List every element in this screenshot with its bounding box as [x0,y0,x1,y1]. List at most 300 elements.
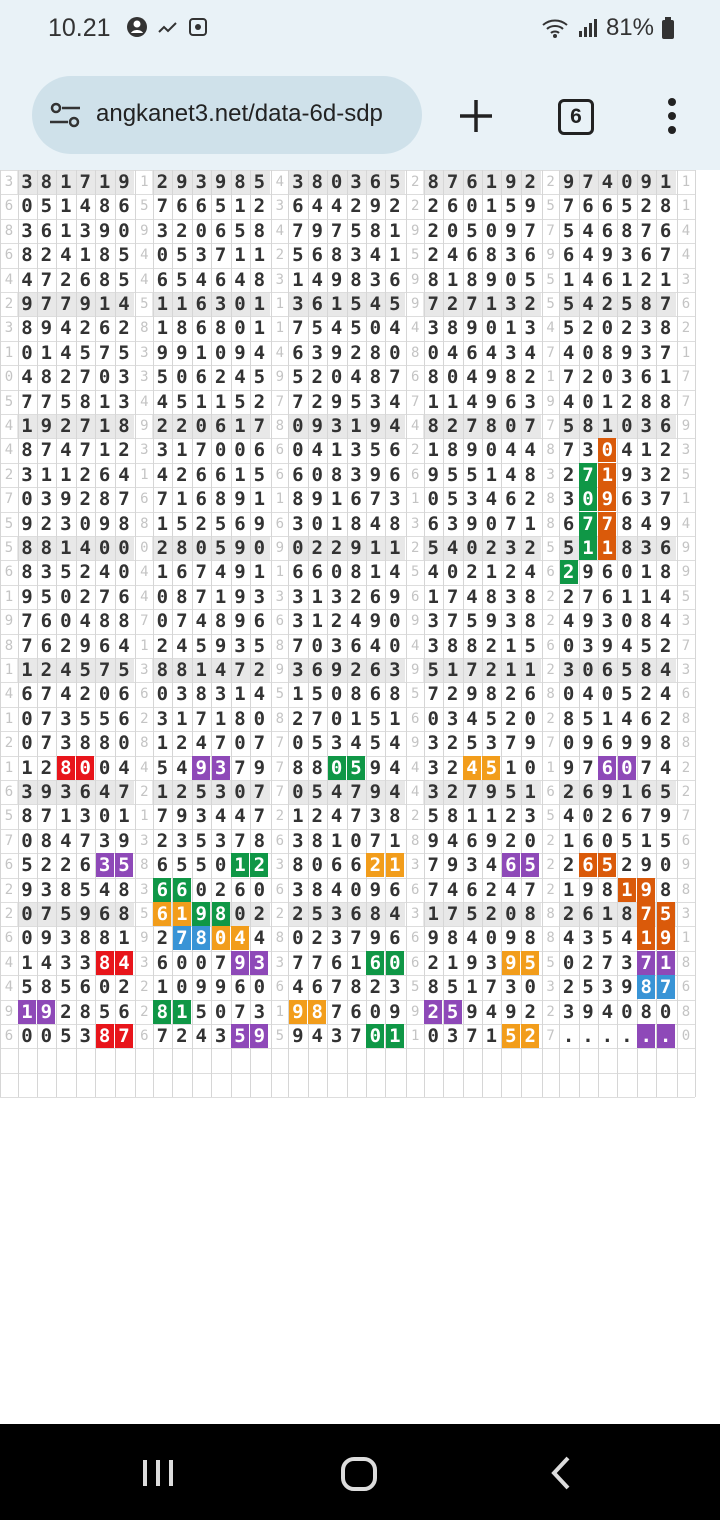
digit-cell: 3 [466,854,478,877]
digit-cell: 5 [350,219,362,242]
digit-cell: 0 [524,756,536,779]
digit-cell: 6 [195,488,207,511]
separator-digit: 5 [546,198,555,215]
digit-cell: 8 [601,878,614,901]
digit-cell: 5 [369,439,382,462]
digit-cell: 2 [485,878,498,901]
digit-cell: 7 [369,829,382,852]
page-content[interactable] [0,170,720,1424]
digit-cell: 5 [640,634,652,657]
digit-cell: 7 [234,1000,246,1023]
digit-cell: 0 [505,903,517,925]
digit-cell: 3 [389,976,401,999]
digit-cell: 5 [427,537,439,559]
digit-cell: 3 [292,829,304,852]
digit-cell: 6 [621,488,633,511]
digit-cell: 6 [640,707,652,730]
separator-digit: 8 [546,686,555,703]
separator-digit: 2 [681,320,691,337]
separator-digit: 5 [546,296,555,312]
digit-cell: 1 [640,585,652,608]
digit-cell: 2 [79,463,91,486]
digit-cell: 2 [524,488,536,511]
digit-cell: 8 [308,1000,326,1024]
digit-cell: 9 [524,732,536,755]
digit-cell: 5 [115,853,133,877]
separator-digit: 6 [275,979,285,996]
separator-digit: 2 [410,808,420,825]
digit-cell: 9 [601,634,614,657]
digit-cell: 2 [176,415,188,437]
digit-cell: 7 [98,659,111,681]
digit-cell: 5 [253,366,266,389]
digit-cell: 8 [98,195,111,218]
digit-cell: 0 [21,1025,33,1047]
digit-cell: 6 [234,512,246,535]
separator-digit: 8 [410,832,420,849]
digit-cell: 4 [389,561,401,584]
digit-cell: 4 [195,268,207,291]
digit-cell: 2 [40,244,53,267]
digit-cell: 9 [640,732,652,755]
digit-cell: 2 [446,732,459,755]
digit-cell: 8 [98,732,111,755]
new-tab-icon[interactable] [456,96,496,136]
digit-cell: 2 [505,707,517,730]
tab-switcher-button[interactable]: 6 [558,99,594,135]
digit-cell: 6 [562,512,575,535]
digit-cell: 9 [466,951,478,974]
digit-cell: 0 [311,512,323,535]
digit-cell: 7 [156,805,169,828]
digit-cell: 0 [427,488,439,511]
digit-cell: 1 [621,781,633,803]
separator-digit: 7 [546,735,555,752]
digit-cell: 6 [369,585,382,608]
digit-cell: 0 [562,683,575,706]
digit-cell: 3 [389,659,401,681]
digit-cell: 8 [79,927,91,950]
digit-cell: 8 [214,610,227,633]
digit-cell: 0 [176,976,188,999]
digit-cell: 0 [60,585,72,608]
separator-digit: 4 [140,393,149,410]
digit-cell: 4 [485,341,498,364]
digit-cell: 3 [524,317,536,340]
digit-cell: . [637,1024,655,1048]
separator-digit: 5 [4,515,14,532]
digit-cell: 0 [234,781,246,803]
digit-cell: 6 [366,951,384,975]
separator-digit: 3 [681,906,691,922]
home-icon[interactable] [340,1456,378,1492]
separator-digit: 1 [140,466,149,483]
digit-cell: 6 [640,366,652,389]
separator-digit: 5 [546,540,555,556]
digit-cell: 4 [311,268,323,291]
digit-cell: 4 [195,610,207,633]
digit-cell: 4 [118,293,130,315]
digit-cell: 9 [657,926,675,950]
separator-digit: 2 [546,613,555,630]
digit-cell: 0 [582,805,594,828]
digit-cell: 9 [330,268,343,291]
digit-cell: 0 [118,537,130,559]
digit-cell: 7 [598,512,616,536]
digit-cell: 7 [195,561,207,584]
digit-cell: 9 [485,268,498,291]
digit-cell: 8 [369,341,382,364]
digit-cell: 0 [21,927,33,950]
digit-cell: 3 [292,878,304,901]
digit-cell: 2 [60,268,72,291]
digit-cell: 6 [350,854,362,877]
separator-digit: 6 [4,857,14,874]
separator-digit: 3 [140,881,149,898]
separator-digit: 2 [410,540,420,556]
digit-cell: 2 [79,317,91,340]
digit-cell: 6 [311,293,323,315]
digit-cell: 8 [311,878,323,901]
separator-digit: 8 [275,637,285,654]
separator-digit: 1 [4,710,14,727]
separator-digit: 1 [546,369,555,386]
digit-cell: 7 [40,732,53,755]
digit-cell: 8 [369,366,382,389]
digit-cell: 0 [485,512,498,535]
digit-cell: 3 [640,317,652,340]
digit-cell: 5 [118,268,130,291]
separator-digit: 1 [275,1003,285,1020]
digit-cell: 7 [389,366,401,389]
separator-digit: 7 [4,491,14,508]
screen-record-icon [188,16,208,38]
separator-digit: 4 [4,979,14,996]
separator-digit: 2 [4,466,14,483]
digit-cell: 9 [234,610,246,633]
digit-cell: 6 [176,561,188,584]
digit-cell: 9 [192,756,210,780]
clock: 10.21 [48,14,111,42]
digit-cell: 1 [485,195,498,218]
digit-cell: 3 [330,1025,343,1047]
digit-cell: 0 [446,561,459,584]
digit-cell: 5 [311,317,323,340]
digit-cell: 7 [156,195,169,218]
digit-cell: 4 [330,878,343,901]
digit-cell: 3 [466,488,478,511]
digit-cell: 4 [234,366,246,389]
digit-cell: 4 [330,781,343,803]
separator-digit: 6 [4,1028,14,1044]
digit-cell: 0 [76,756,94,780]
digit-cell: 3 [621,951,633,974]
digit-cell: 5 [79,707,91,730]
digit-cell: 0 [195,537,207,559]
digit-cell: 4 [330,317,343,340]
digit-cell: 7 [637,902,655,926]
navigation-bar [0,1424,720,1520]
separator-digit: 0 [140,540,149,556]
digit-cell: 6 [582,903,594,925]
digit-cell: 7 [40,805,53,828]
digit-cell: 5 [231,1024,249,1048]
url-text[interactable]: angkanet3.net/data-6d-sdp [96,100,383,127]
digit-cell: 1 [485,463,498,486]
digit-cell: 5 [253,634,266,657]
digit-cell: 0 [446,219,459,242]
digit-cell: 0 [98,366,111,389]
separator-digit: 2 [140,979,149,996]
back-icon[interactable] [546,1454,576,1492]
digit-cell: 3 [250,951,268,975]
separator-digit: 2 [140,710,149,727]
separator-digit: 1 [681,174,691,190]
digit-cell: 6 [253,610,266,633]
digit-cell: 1 [118,927,130,950]
digit-cell: 6 [582,195,594,218]
digit-cell: 1 [253,293,266,315]
separator-digit: 6 [275,832,285,849]
digit-cell: 5 [195,854,207,877]
separator-digit: 2 [546,1003,555,1020]
digit-cell: 3 [621,366,633,389]
digit-cell: 7 [330,1000,343,1023]
separator-digit: 3 [140,442,149,459]
digit-cell: 2 [292,903,304,925]
digit-cell: 2 [427,219,439,242]
digit-cell: 8 [98,268,111,291]
digit-cell: 0 [79,512,91,535]
digit-cell: 9 [292,1025,304,1047]
more-menu-icon[interactable] [662,96,682,136]
separator-digit: 2 [4,735,14,752]
separator-digit: 1 [4,759,14,776]
digit-cell: 3 [96,853,114,877]
digit-cell: 1 [621,268,633,291]
digit-cell: 7 [156,488,169,511]
digit-cell: 0 [292,781,304,803]
digit-cell: 8 [427,268,439,291]
digit-cell: 0 [582,659,594,681]
digit-cell: 6 [79,976,91,999]
digit-cell: 4 [311,1025,323,1047]
digit-cell: 6 [582,781,594,803]
digit-cell: 1 [446,951,459,974]
digit-cell: 7 [485,976,498,999]
separator-digit: 5 [546,954,555,971]
digit-cell: 6 [350,903,362,925]
separator-digit: 4 [140,759,149,776]
digit-cell: 8 [40,366,53,389]
digit-cell: 3 [330,732,343,755]
digit-cell: 0 [253,878,266,901]
digit-cell: 9 [311,488,323,511]
digit-cell: 1 [386,1024,404,1048]
digit-cell: 6 [118,707,130,730]
digit-cell: 8 [253,829,266,852]
separator-digit: 9 [681,857,691,874]
digit-cell: 2 [524,537,536,559]
digit-cell: 4 [118,756,130,779]
digit-cell: 8 [96,951,114,975]
digit-cell: 8 [446,439,459,462]
digit-cell: 2 [350,341,362,364]
separator-digit: 2 [410,174,420,190]
digit-cell: 8 [350,976,362,999]
digit-cell: 5 [176,512,188,535]
digit-cell: 6 [659,219,672,242]
digit-cell: 9 [234,537,246,559]
digit-cell: 4 [292,976,304,999]
digit-cell: 1 [427,390,439,413]
digit-cell: 1 [330,439,343,462]
digit-cell: 0 [21,707,33,730]
digit-cell: 8 [427,976,439,999]
digit-cell: 2 [446,415,459,437]
digit-cell: 9 [330,659,343,681]
separator-digit: 3 [681,442,691,459]
digit-cell: 4 [427,561,439,584]
digit-cell: 9 [485,610,498,633]
digit-cell: 5 [389,171,401,193]
digit-cell: 8 [60,878,72,901]
digit-cell: 5 [582,707,594,730]
separator-digit: 9 [546,393,555,410]
digit-cell: 0 [214,439,227,462]
digit-cell: 9 [234,488,246,511]
digit-cell: 5 [118,244,130,267]
digit-cell: . [657,1024,675,1048]
digit-cell: 7 [234,659,246,681]
separator-digit: 2 [4,881,14,898]
digit-cell: 1 [389,244,401,267]
digit-cell: 7 [214,951,227,974]
digit-cell: 8 [214,317,227,340]
separator-digit: 3 [140,344,149,361]
digit-cell: 1 [466,976,478,999]
digit-cell: 3 [640,463,652,486]
site-settings-icon[interactable] [48,100,82,130]
address-bar[interactable] [32,76,422,154]
separator-digit: 5 [4,808,14,825]
digit-cell: 4 [60,244,72,267]
digit-cell: 8 [601,341,614,364]
digit-cell: 0 [330,366,343,389]
digit-cell: 8 [524,463,536,486]
digit-cell: 9 [582,561,594,584]
digit-cell: 1 [60,171,72,193]
separator-digit: 0 [4,369,14,386]
digit-cell: 6 [195,195,207,218]
digit-cell: 8 [98,244,111,267]
digit-cell: 0 [330,561,343,584]
digit-cell: 2 [118,976,130,999]
digit-cell: 1 [173,902,191,926]
digit-cell: 2 [60,634,72,657]
digit-cell: 7 [292,219,304,242]
digit-cell: 3 [253,585,266,608]
digit-cell: 1 [389,537,401,559]
digit-cell: 5 [60,390,72,413]
digit-cell: 0 [176,951,188,974]
digit-cell: 9 [485,781,498,803]
digit-cell: 9 [79,634,91,657]
digit-cell: 0 [195,951,207,974]
separator-digit: 2 [546,710,555,727]
digit-cell: 6 [292,561,304,584]
digit-cell: 1 [79,244,91,267]
digit-cell: 7 [292,634,304,657]
separator-digit: 5 [681,466,691,483]
digit-cell: 0 [427,707,439,730]
digit-cell: . [621,1025,633,1047]
digit-cell: 2 [176,463,188,486]
digit-cell: 5 [98,1000,111,1023]
digit-cell: 6 [389,439,401,462]
digit-cell: 9 [118,829,130,852]
digit-cell: 9 [601,244,614,267]
digit-cell: 2 [562,903,575,925]
digit-cell: 4 [98,561,111,584]
separator-digit: 6 [4,784,14,800]
digit-cell: 3 [60,512,72,535]
digit-cell: 5 [369,732,382,755]
digit-cell: 2 [659,634,672,657]
separator-digit: 3 [275,857,285,874]
separator-digit: 1 [4,344,14,361]
separator-digit: 2 [4,906,14,922]
digit-cell: 2 [424,1000,442,1024]
digit-cell: 8 [176,585,188,608]
digit-cell: 6 [79,854,91,877]
separator-digit: 8 [546,442,555,459]
digit-cell: 0 [386,951,404,975]
digit-cell: 1 [389,707,401,730]
digit-cell: 3 [427,634,439,657]
digit-cell: 6 [562,244,575,267]
separator-digit: 9 [140,418,149,434]
digit-cell: 0 [582,341,594,364]
separator-digit: 7 [275,759,285,776]
digit-cell: 4 [253,683,266,706]
digit-cell: 5 [350,293,362,315]
digit-cell: 9 [330,341,343,364]
recent-apps-icon[interactable] [140,1458,176,1488]
separator-digit: 4 [410,784,420,800]
digit-cell: 3 [292,171,304,193]
digit-cell: 1 [350,415,362,437]
digit-cell: 6 [601,585,614,608]
separator-digit: 1 [681,198,691,215]
digit-cell: 4 [466,585,478,608]
digit-cell: 0 [292,439,304,462]
separator-digit: 7 [140,613,149,630]
digit-cell: 5 [505,195,517,218]
digit-cell: 8 [350,561,362,584]
separator-digit: 2 [681,759,691,776]
digit-cell: 7 [505,512,517,535]
digit-cell: 4 [79,610,91,633]
digit-cell: 2 [427,195,439,218]
digit-cell: 1 [330,488,343,511]
separator-digit: 3 [546,979,555,996]
digit-cell: 3 [505,341,517,364]
digit-cell: 0 [60,610,72,633]
digit-cell: 5 [21,854,33,877]
digit-cell: 4 [118,634,130,657]
digit-cell: 4 [118,463,130,486]
